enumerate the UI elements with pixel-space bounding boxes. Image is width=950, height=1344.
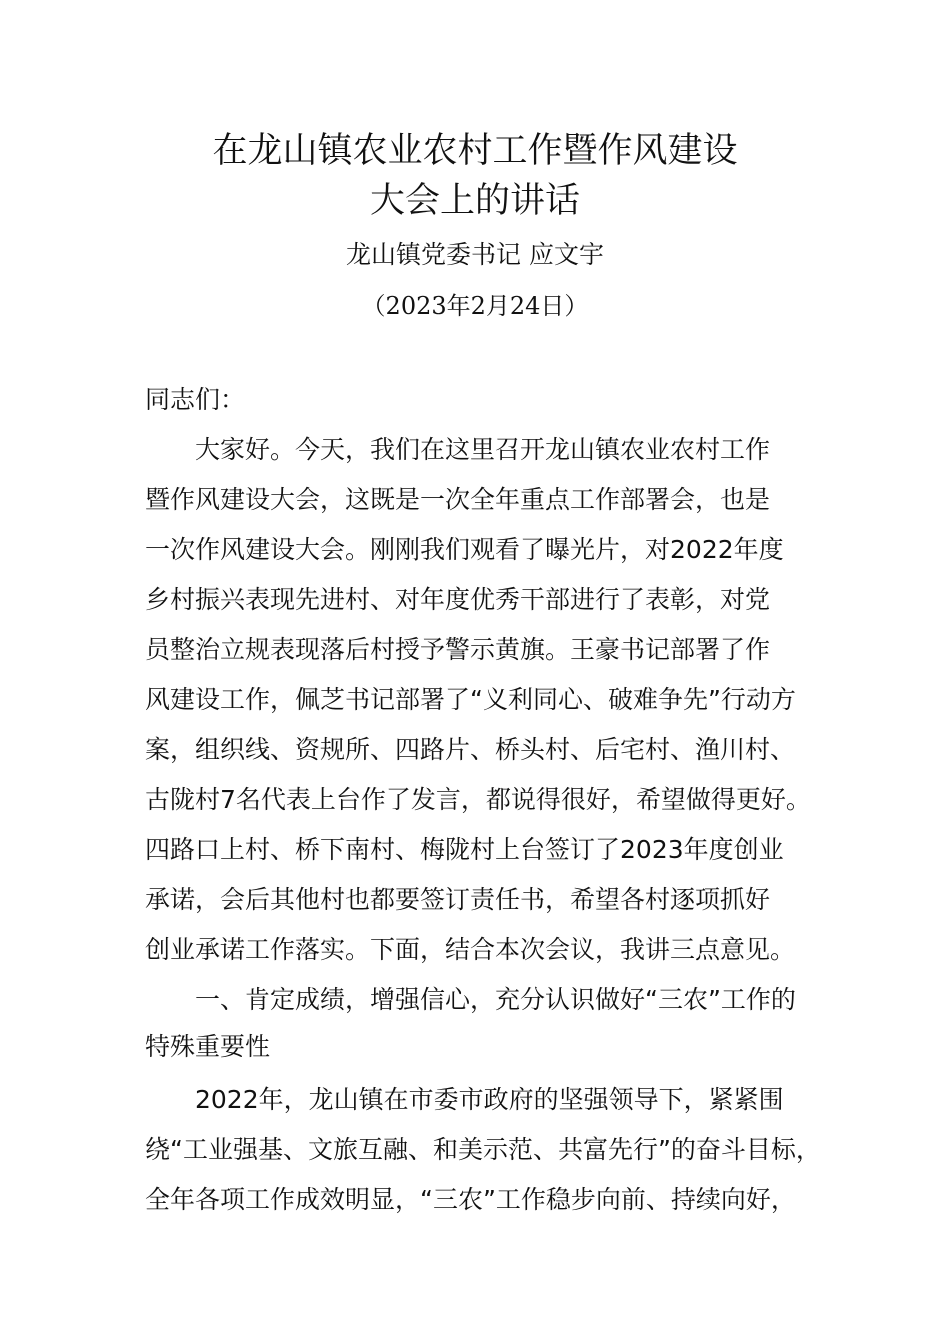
body-line: 古陇村7名代表上台作了发言，都说得很好，希望做得更好。 [145, 785, 811, 814]
body-line: 全年各项工作成效明显，“三农”工作稳步向前、持续向好， [145, 1185, 796, 1214]
document-title-line-2: 大会上的讲话 [369, 181, 580, 221]
body-line: 绕“工业强基、文旅互融、和美示范、共富先行”的奋斗目标， [145, 1135, 821, 1164]
body-line: 案，组织线、资规所、四路片、桥头村、后宅村、渔川村、 [145, 735, 796, 764]
body-line: 暨作风建设大会，这既是一次全年重点工作部署会，也是 [145, 485, 771, 514]
body-line: 乡村振兴表现先进村、对年度优秀干部进行了表彰，对党 [145, 585, 771, 614]
body-line: 四路口上村、桥下南村、梅陇村上台签订了2023年度创业 [145, 835, 784, 864]
body-line: 2022年，龙山镇在市委市政府的坚强领导下，紧紧围 [195, 1085, 784, 1114]
body-line: 创业承诺工作落实。下面，结合本次会议，我讲三点意见。 [145, 935, 796, 964]
speech-date: （2023年2月24日） [361, 292, 589, 320]
body-line: 大家好。今天，我们在这里召开龙山镇农业农村工作 [195, 435, 771, 464]
body-line: 风建设工作，佩芝书记部署了“义利同心、破难争先”行动方 [145, 685, 796, 714]
salutation: 同志们： [145, 385, 246, 414]
body-line: 承诺，会后其他村也都要签订责任书，希望各村逐项抓好 [145, 885, 771, 914]
section-heading-line: 一、肯定成绩，增强信心，充分认识做好“三农”工作的 [195, 985, 796, 1014]
section-heading-line: 特殊重要性 [145, 1032, 271, 1061]
body-line: 一次作风建设大会。刚刚我们观看了曝光片，对2022年度 [145, 535, 784, 564]
body-line: 员整治立规表现落后村授予警示黄旗。王豪书记部署了作 [145, 635, 771, 664]
speaker-byline: 龙山镇党委书记 应文宇 [346, 240, 604, 269]
document-title-line-1: 在龙山镇农业农村工作暨作风建设 [212, 131, 738, 171]
